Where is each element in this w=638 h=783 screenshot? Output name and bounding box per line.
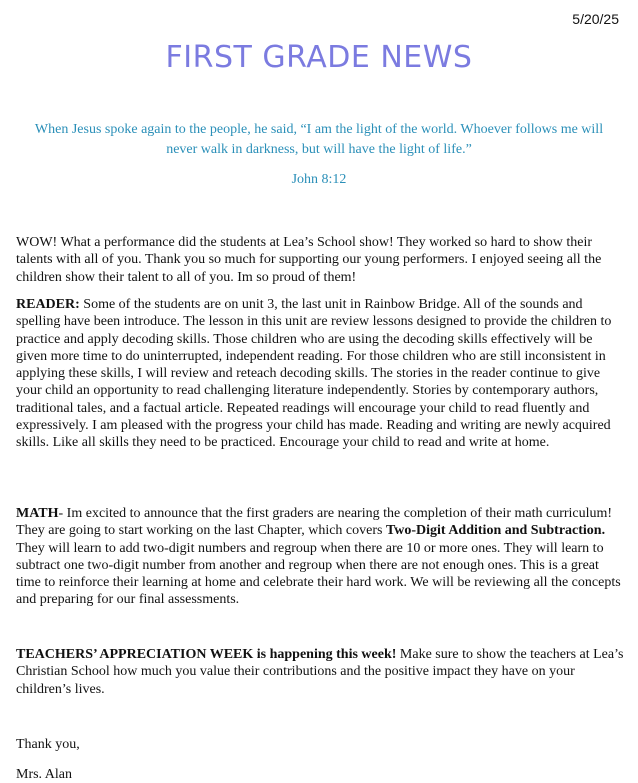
teachers-body: Make sure to show the teachers at Lea’s Christian School how much you value their contributions and the positive impact they have on your children’s lives. (16, 647, 624, 697)
math-heading: MATH (16, 506, 59, 521)
bible-verse: When Jesus spoke again to the people, he said, “I am the light of the world. Whoever follows me will never walk in darkness, but will have the light of life.” (34, 122, 604, 157)
teachers-paragraph (16, 646, 624, 698)
newsletter-title: FIRST GRADE NEWS (165, 40, 473, 75)
math-paragraph (16, 505, 624, 609)
signature: Mrs. Alan (16, 767, 72, 782)
closing-line: Thank you, (16, 737, 80, 752)
math-body-start: - Im excited to announce that the first graders are nearing the completion of their math curriculum! They are going to start working on the last Chapter, which covers (16, 506, 613, 539)
reader-heading: READER: (16, 297, 80, 312)
reader-body: Some of the students are on unit 3, the last unit in Rainbow Bridge. All of the sounds and spelling have been introduce. The lesson in this unit are review lessons designed to provide the children to practice and apply decoding skills. Those children who are using the decoding skills effectively will be given more time to do uninterrupted, independent reading. For those children who are still inconsistent in applying these skills, I will review and reteach decoding skills. The stories in the reader continue to give your child an opportunity to read challenging literature independently. Stories by contemporary authors, traditional tales, and a factual article. Repeated readings will encourage your child to read fluently and expressively. I am pleased with the progress your child has made. Reading and writing are newly acquired skills. Like all skills they need to be practiced. Encourage your child to read and write at home. (16, 297, 612, 451)
math-emphasis: Two-Digit Addition and Subtraction. (385, 523, 606, 539)
teachers-heading: TEACHERS’ APPRECIATION WEEK is happening this week! (16, 647, 397, 662)
newsletter-date: 5/20/25 (572, 11, 619, 27)
verse-reference: John 8:12 (291, 172, 347, 187)
reader-paragraph (16, 296, 624, 452)
math-body-end: They will learn to add two-digit numbers and regroup when there are 10 or more ones. They will learn to subtract one two-digit number from another and regroup when there are not enough ones. This is a great time to reinforce their learning at home and celebrate their hard work. We will be reviewing all the concepts and preparing for our final assessments. (16, 540, 621, 608)
intro-paragraph: WOW! What a performance did the students at Lea’s School show! They worked so hard to show their talents with all of you. Thank you so much for supporting our young performers. I enjoyed seeing all the children show their talent to all of you. Im so proud of them! (16, 235, 602, 285)
